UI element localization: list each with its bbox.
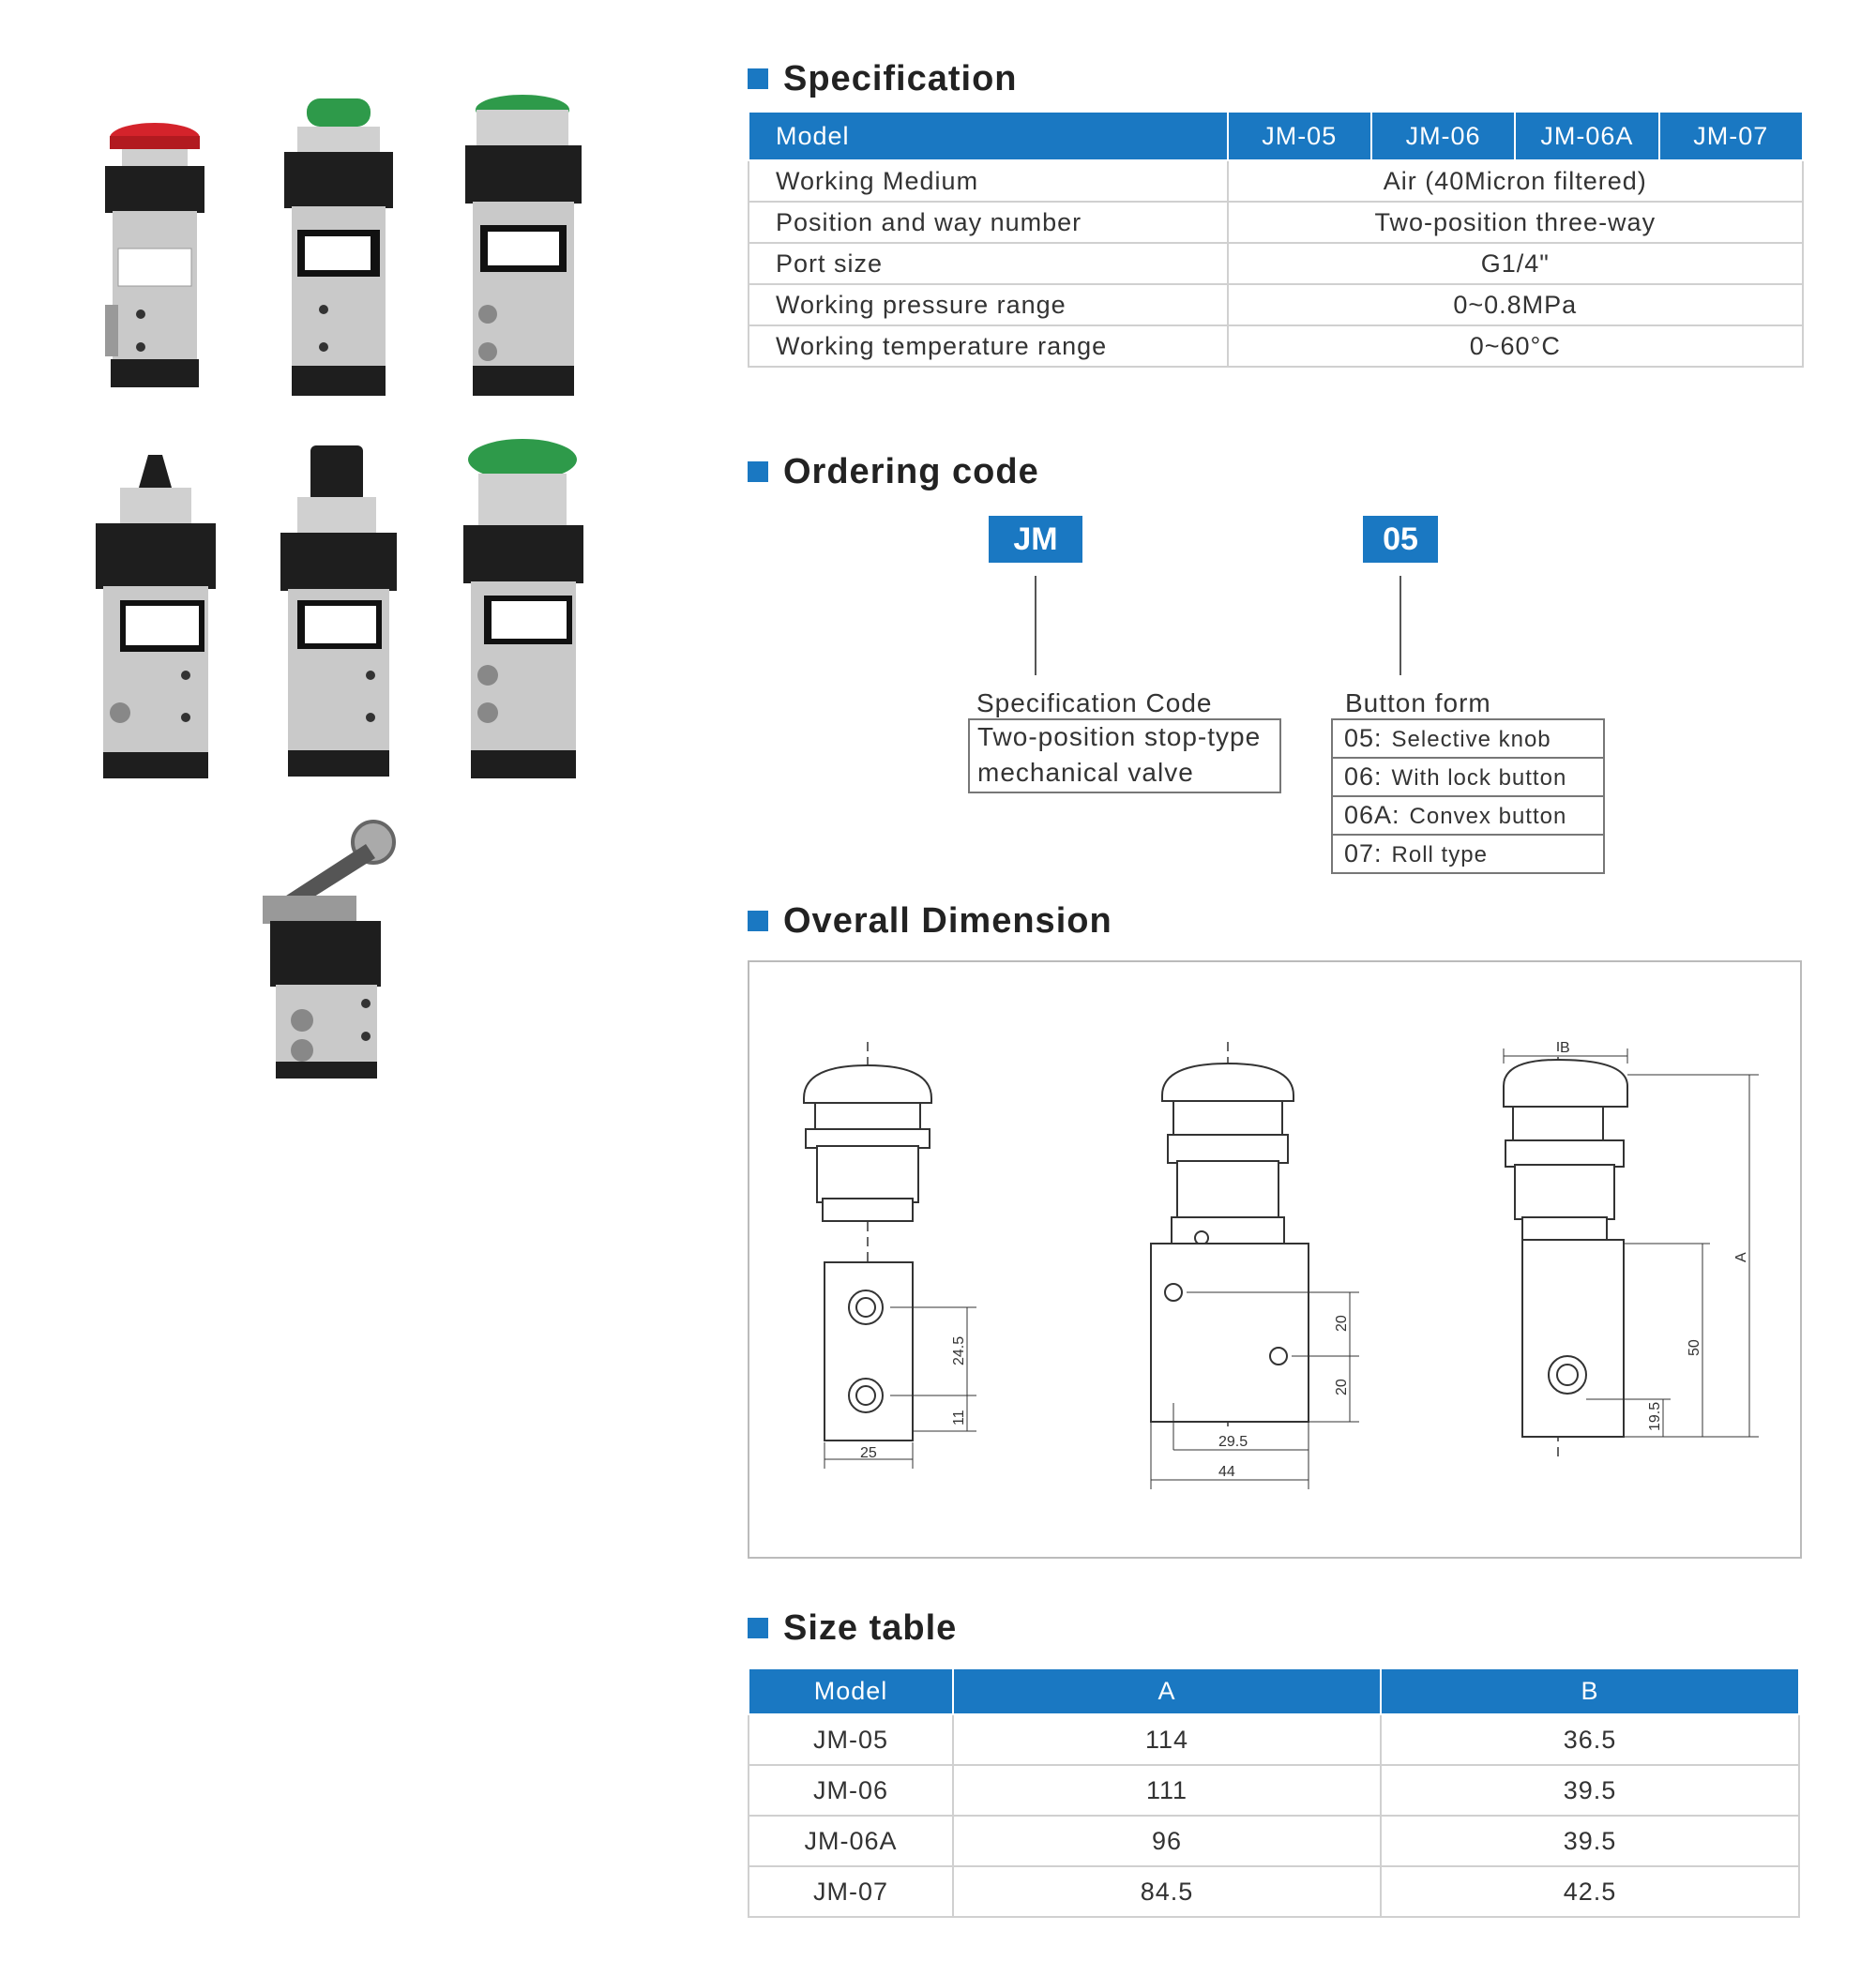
size-cell-a: 96 [953, 1816, 1381, 1866]
dimension-drawing-front [804, 1042, 976, 1469]
size-header-row [749, 1668, 1799, 1714]
table-row [749, 284, 1803, 325]
size-cell-b: 42.5 [1381, 1866, 1799, 1917]
dim-label-20b: 20 [1334, 1379, 1350, 1395]
spec-header-model: Model [749, 112, 1228, 160]
list-item [1333, 720, 1603, 759]
specification-table [748, 111, 1804, 368]
spec-code-desc: Two-position stop-type [977, 722, 1262, 751]
dimension-drawing-dimensioned [1504, 1042, 1759, 1459]
button-form-code: 05: [1344, 724, 1383, 752]
code-box-jm: JM [989, 516, 1082, 563]
button-form-code: 06: [1344, 762, 1383, 791]
product-photo-green-lock [460, 89, 586, 408]
dim-label-b: B [1560, 1040, 1570, 1056]
dim-label-50: 50 [1687, 1339, 1702, 1356]
button-form-desc: Selective knob [1391, 727, 1551, 752]
spec-value: Two-position three-way [1228, 202, 1803, 243]
section-title: Specification [783, 58, 1018, 98]
size-header-model: Model [749, 1668, 953, 1714]
table-row [749, 202, 1803, 243]
dimension-drawing-side [1151, 1042, 1359, 1489]
spec-header-jm06: JM-06 [1371, 112, 1515, 160]
button-form-code: 07: [1344, 839, 1383, 867]
spec-value: 0~60°C [1228, 325, 1803, 367]
size-cell-a: 84.5 [953, 1866, 1381, 1917]
section-title: Size table [783, 1607, 958, 1648]
table-row [749, 243, 1803, 284]
section-marker [748, 1618, 768, 1638]
section-marker [748, 911, 768, 931]
button-form-desc: With lock button [1391, 765, 1567, 791]
section-marker [748, 461, 768, 482]
spec-header-jm07: JM-07 [1659, 112, 1803, 160]
dim-label-25: 25 [860, 1445, 877, 1461]
table-row [749, 1816, 1799, 1866]
button-form-code: 06A: [1344, 801, 1400, 829]
code-box-05: 05 [1363, 516, 1438, 563]
section-title: Overall Dimension [783, 900, 1112, 941]
size-cell-b: 39.5 [1381, 1816, 1799, 1866]
spec-label: Working temperature range [749, 325, 1228, 367]
size-cell-a: 114 [953, 1714, 1381, 1765]
spec-code-title: Specification Code [976, 688, 1213, 717]
spec-code-box [968, 718, 1281, 793]
table-row [749, 325, 1803, 367]
product-photo-green-flush [277, 94, 399, 408]
product-photo-red-mushroom [94, 117, 216, 408]
section-overall-dimension [748, 902, 1112, 940]
section-specification [748, 60, 1018, 98]
dim-label-44: 44 [1218, 1464, 1235, 1480]
spec-label: Working Medium [749, 160, 1228, 202]
dimension-drawing-frame [748, 960, 1802, 1559]
table-row [749, 1765, 1799, 1816]
connector-line-05 [1399, 576, 1401, 675]
spec-value: G1/4" [1228, 243, 1803, 284]
spec-label: Position and way number [749, 202, 1228, 243]
size-table [748, 1667, 1800, 1918]
list-item [1333, 759, 1603, 797]
button-form-title: Button form [1345, 688, 1491, 717]
spec-label: Working pressure range [749, 284, 1228, 325]
spec-value: 0~0.8MPa [1228, 284, 1803, 325]
button-form-desc: Convex button [1409, 804, 1567, 829]
dim-label-24-5: 24.5 [951, 1335, 967, 1365]
product-photo-roller [253, 816, 403, 1083]
size-cell-a: 111 [953, 1765, 1381, 1816]
product-photo-black-knob [277, 441, 399, 788]
spec-value: Air (40Micron filtered) [1228, 160, 1803, 202]
size-cell-model: JM-06A [749, 1816, 953, 1866]
table-row [749, 1714, 1799, 1765]
spec-header-jm06a: JM-06A [1515, 112, 1658, 160]
dim-label-19-5: 19.5 [1647, 1401, 1663, 1431]
list-item [1333, 836, 1603, 872]
section-ordering-code [748, 453, 1039, 490]
size-cell-model: JM-07 [749, 1866, 953, 1917]
size-header-b: B [1381, 1668, 1799, 1714]
button-form-list [1331, 718, 1605, 874]
size-cell-b: 39.5 [1381, 1765, 1799, 1816]
spec-code-desc: mechanical valve [977, 758, 1194, 787]
section-marker [748, 68, 768, 89]
table-row [749, 1866, 1799, 1917]
dim-label-20a: 20 [1334, 1315, 1350, 1332]
size-cell-b: 36.5 [1381, 1714, 1799, 1765]
spec-label: Port size [749, 243, 1228, 284]
size-header-a: A [953, 1668, 1381, 1714]
dim-label-29-5: 29.5 [1218, 1434, 1248, 1450]
section-size-table [748, 1609, 957, 1647]
size-cell-model: JM-05 [749, 1714, 953, 1765]
section-title: Ordering code [783, 451, 1039, 491]
spec-header-jm05: JM-05 [1228, 112, 1371, 160]
dim-label-a: A [1733, 1252, 1749, 1262]
size-cell-model: JM-06 [749, 1765, 953, 1816]
list-item [1333, 797, 1603, 836]
table-row [749, 160, 1803, 202]
product-photo-green-convex [460, 436, 586, 788]
product-photo-selective-knob [92, 450, 219, 788]
spec-header-row [749, 112, 1803, 160]
button-form-desc: Roll type [1391, 842, 1488, 867]
connector-line-jm [1035, 576, 1036, 675]
dim-label-11: 11 [951, 1410, 967, 1425]
